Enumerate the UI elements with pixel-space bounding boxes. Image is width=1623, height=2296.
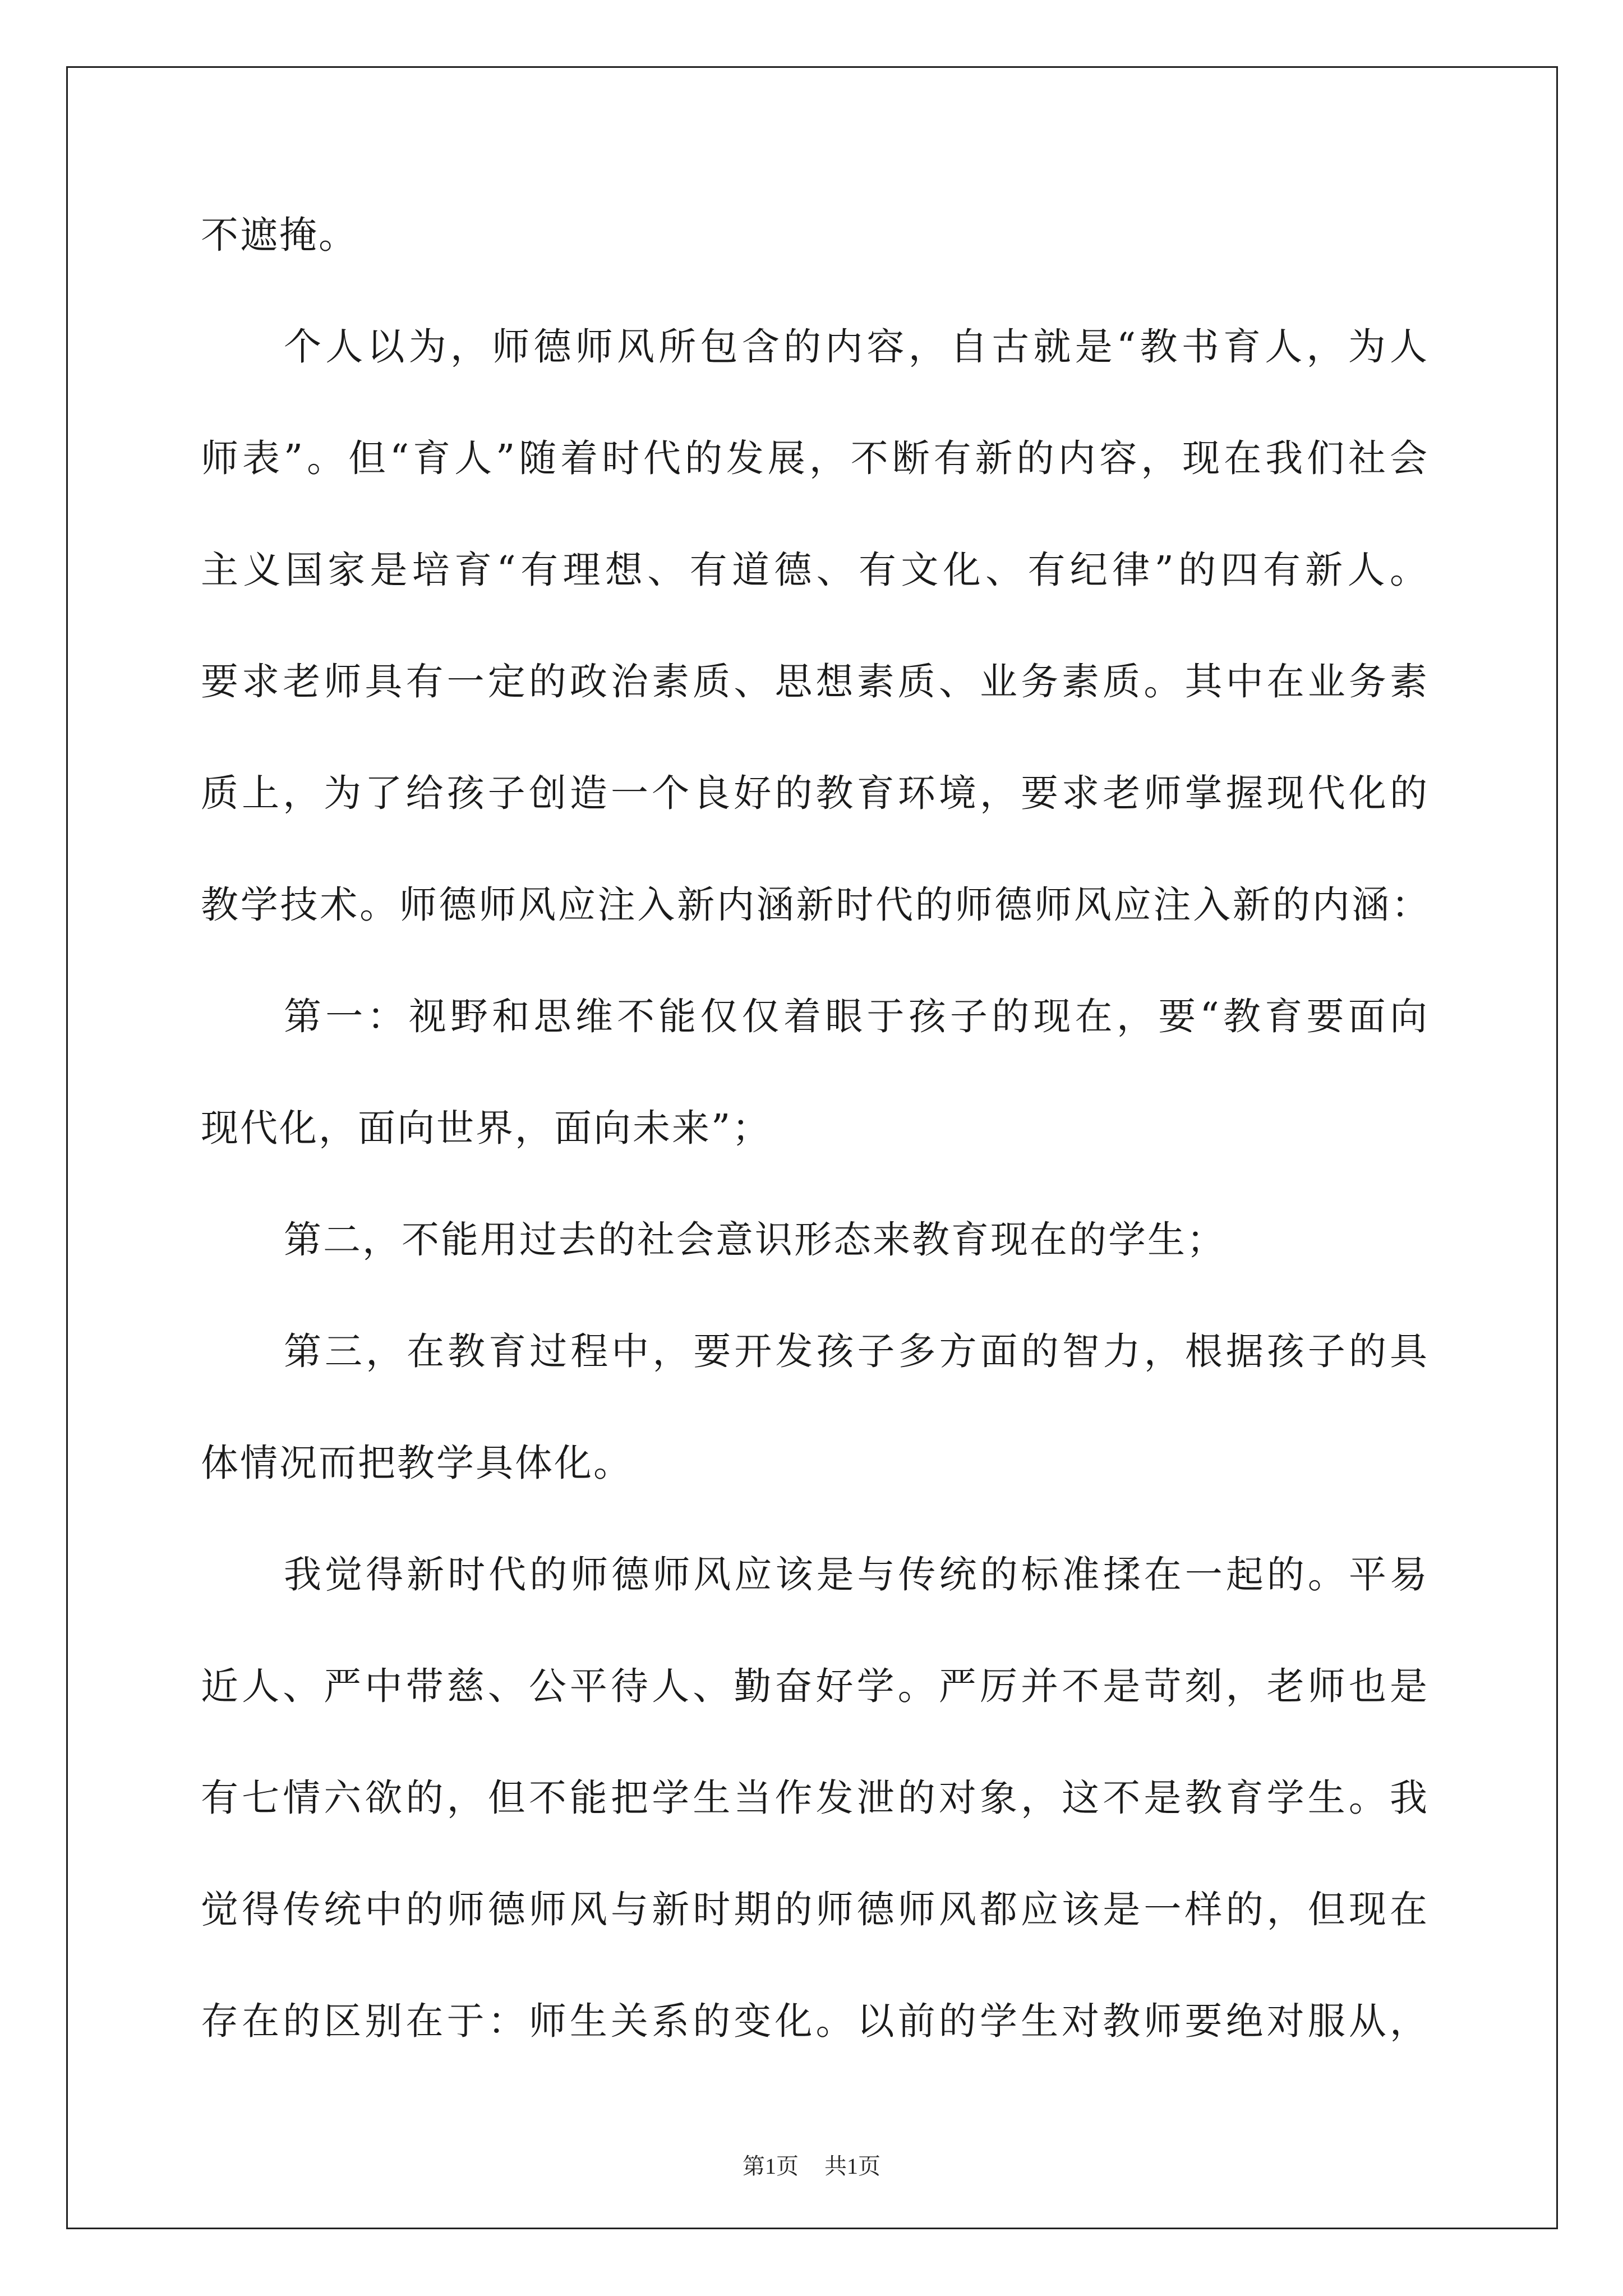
text-line: 存在的区别在于：师生关系的变化。以前的学生对教师要绝对服从， (201, 1999, 1429, 2043)
text-line: 教学技术。师德师风应注入新内涵新时代的师德师风应注入新的内涵： (201, 883, 1429, 927)
text-line: 第二，不能用过去的社会意识形态来教育现在的学生； (284, 1218, 1226, 1262)
document-body (201, 202, 1429, 2100)
text-line: 主义国家是培育“有理想、有道德、有文化、有纪律”的四有新人。 (201, 548, 1429, 592)
text-line: 现代化，面向世界，面向未来”； (201, 1106, 772, 1150)
text-line: 觉得传统中的师德师风与新时期的师德师风都应该是一样的，但现在 (201, 1888, 1429, 1931)
page-number: 第1页 (743, 2154, 799, 2179)
text-line: 个人以为，师德师风所包含的内容，自古就是“教书育人，为人 (284, 325, 1429, 369)
text-line: 体情况而把教学具体化。 (201, 1441, 633, 1485)
text-line: 第三，在教育过程中，要开发孩子多方面的智力，根据孩子的具 (284, 1329, 1429, 1373)
page-total: 共1页 (824, 2154, 880, 2179)
text-line: 第一：视野和思维不能仅仅着眼于孩子的现在，要“教育要面向 (284, 995, 1429, 1038)
text-line: 近人、严中带慈、公平待人、勤奋好学。严厉并不是苛刻，老师也是 (201, 1664, 1429, 1708)
text-line: 有七情六欲的，但不能把学生当作发泄的对象，这不是教育学生。我 (201, 1776, 1429, 1820)
text-line: 我觉得新时代的师德师风应该是与传统的标准揉在一起的。平易 (284, 1553, 1429, 1596)
text-line: 要求老师具有一定的政治素质、思想素质、业务素质。其中在业务素 (201, 660, 1429, 703)
page-footer (0, 2148, 1623, 2180)
text-line: 不遮掩。 (201, 213, 358, 257)
text-line: 质上，为了给孩子创造一个良好的教育环境，要求老师掌握现代化的 (201, 771, 1429, 815)
text-line: 师表”。但“育人”随着时代的发展，不断有新的内容，现在我们社会 (201, 436, 1429, 480)
